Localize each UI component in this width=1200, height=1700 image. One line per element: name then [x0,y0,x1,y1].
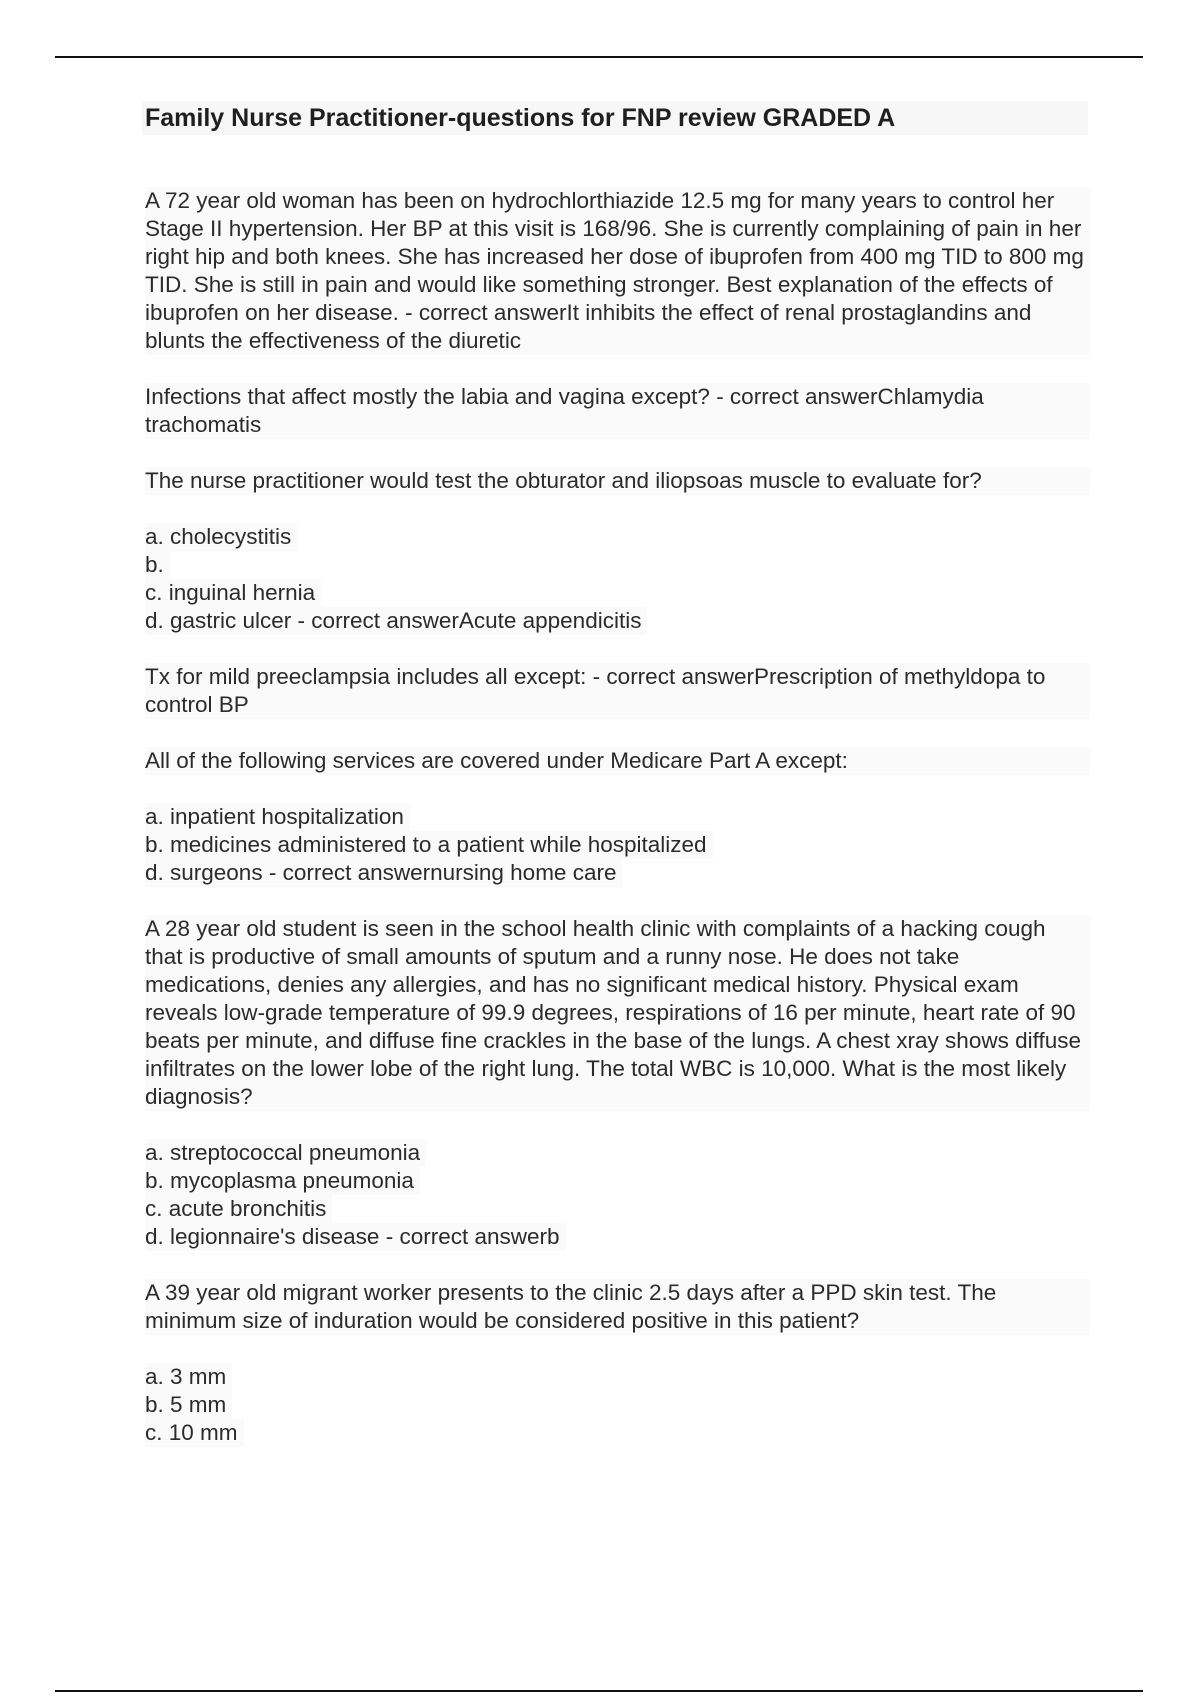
top-rule [55,56,1143,58]
page-title: Family Nurse Practitioner-questions for FNP review GRADED A [145,104,896,132]
question-ppd-test: A 39 year old migrant worker presents to the clinic 2.5 days after a PPD skin test. The minimum size of induration would be considered positive in this patient? [145,1279,1090,1335]
answer-option: d. gastric ulcer - correct answerAcute appendicitis [145,607,647,635]
question-medicare-part-a: All of the following services are covered under Medicare Part A except: [145,747,1090,775]
question-labia-vagina: Infections that affect mostly the labia and vagina except? - correct answerChlamydia trachomatis [145,383,1090,439]
question-hctz-ibuprofen: A 72 year old woman has been on hydrochlorthiazide 12.5 mg for many years to control her Stage II hypertension. Her BP at this visit is 168/96. She is currently complaining of pain in her right hip and both knees. She has increased her dose of ibuprofen from 400 mg TID to 800 mg TID. She is still in pain and would like something stronger. Best explanation of the effects of ibuprofen on her disease. - correct answerIt inhibits the effect of renal prostaglandins and blunts the effectiveness of the diuretic [145,187,1090,355]
document-body [145,187,1090,1475]
question-preeclampsia: Tx for mild preeclampsia includes all except: - correct answerPrescription of methyldopa to control BP [145,663,1090,719]
answer-option: b. 5 mm [145,1391,232,1419]
options-obturator-iliopsoas [145,523,1090,635]
question-student-cough: A 28 year old student is seen in the school health clinic with complaints of a hacking cough that is productive of small amounts of sputum and a runny nose. He does not take medications, denies any allergies, and has no significant medical history. Physical exam reveals low-grade temperature of 99.9 degrees, respirations of 16 per minute, heart rate of 90 beats per minute, and diffuse fine crackles in the base of the lungs. A chest xray shows diffuse infiltrates on the lower lobe of the right lung. The total WBC is 10,000. What is the most likely diagnosis? [145,915,1090,1111]
options-ppd-test [145,1363,1090,1447]
question-obturator-iliopsoas: The nurse practitioner would test the obturator and iliopsoas muscle to evaluate for? [145,467,1090,495]
options-medicare-part-a [145,803,1090,887]
answer-option: a. inpatient hospitalization [145,803,410,831]
answer-option: c. inguinal hernia [145,579,321,607]
options-student-cough [145,1139,1090,1251]
answer-option: c. acute bronchitis [145,1195,332,1223]
answer-option: a. cholecystitis [145,523,297,551]
answer-option: d. surgeons - correct answernursing home care [145,859,622,887]
answer-option: d. legionnaire's disease - correct answerb [145,1223,566,1251]
bottom-rule [55,1690,1143,1692]
answer-option: a. streptococcal pneumonia [145,1139,426,1167]
answer-option: b. [145,551,170,579]
answer-option: c. 10 mm [145,1419,244,1447]
answer-option: b. medicines administered to a patient while hospitalized [145,831,713,859]
answer-option: a. 3 mm [145,1363,232,1391]
answer-option: b. mycoplasma pneumonia [145,1167,420,1195]
